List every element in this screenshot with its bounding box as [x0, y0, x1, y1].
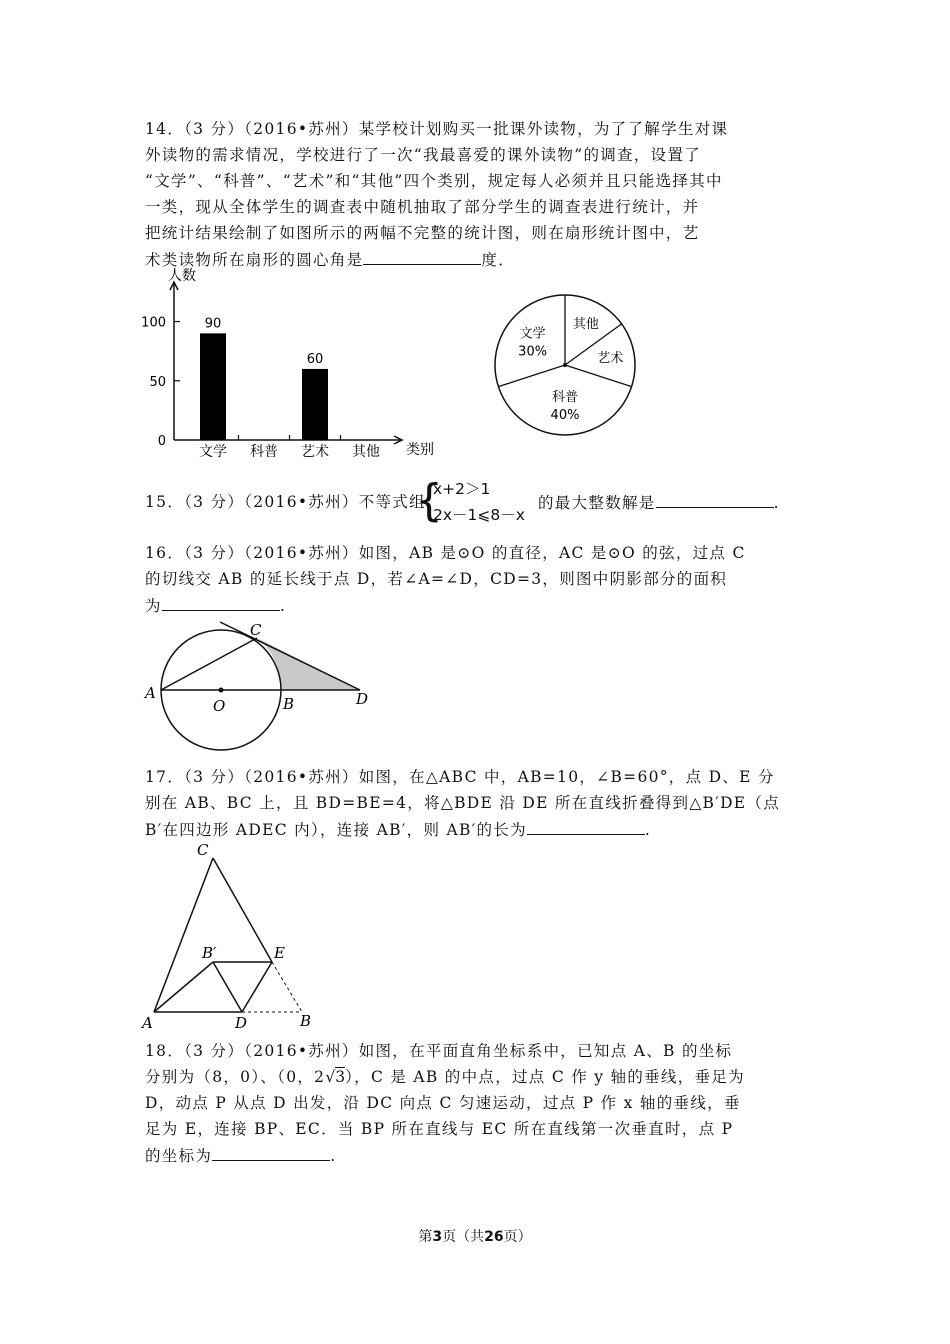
pie-chart	[485, 285, 645, 445]
slice-label: 科普	[551, 390, 579, 405]
figure-17	[140, 840, 330, 1030]
center-dot	[219, 688, 224, 693]
q17-line: 17．（3 分）（2016•苏州）如图，在△ABC 中，AB=10，∠B=60°，点 D、E 分	[145, 768, 775, 786]
q18-line2-suffix: ），C 是 AB 的中点，过点 C 作 y 轴的垂线，垂足为	[345, 1068, 745, 1086]
footer-mid: 页（共	[442, 1229, 485, 1245]
label-b: B	[283, 695, 295, 713]
label-c: C	[197, 841, 209, 859]
side-ce	[213, 858, 272, 962]
q15-inequality-1: x+2＞1	[433, 480, 491, 498]
bar-chart	[140, 268, 450, 468]
pie-center-dot	[563, 363, 567, 367]
sqrt-radicand: 3	[335, 1068, 346, 1086]
q18-line: 足为 E，连接 BP、EC．当 BP 所在直线与 EC 所在直线第一次垂直时，点 P	[145, 1120, 734, 1138]
answer-blank-17[interactable]	[527, 816, 645, 835]
seg-de	[242, 962, 272, 1012]
q15-inequality-2: 2x－1⩽8－x	[433, 506, 525, 524]
q14-line: 把统计结果绘制了如图所示的两幅不完整的统计图，则在扇形统计图中，艺	[145, 224, 700, 242]
figure-16	[140, 618, 380, 758]
label-e: E	[274, 944, 285, 962]
x-axis-label: 类别	[406, 442, 434, 458]
q14-last-prefix: 术类读物所在扇形的圆心角是	[145, 251, 364, 269]
slice-label: 其他	[572, 317, 599, 333]
q17-end: .	[644, 821, 652, 839]
footer-pre: 第	[418, 1229, 433, 1245]
footer-page-number: 3	[432, 1229, 443, 1245]
chord-ac	[161, 638, 257, 690]
question-18	[145, 1038, 805, 1169]
q18-line2-prefix: 分别为（8，0）、（0，2	[145, 1068, 326, 1086]
q18-last-prefix: 的坐标为	[145, 1147, 213, 1165]
q15-suffix	[538, 489, 780, 516]
y-tick-label: 50	[149, 374, 166, 390]
q14-line: 14．（3 分）（2016•苏州）某学校计划购买一批课外读物，为了了解学生对课	[145, 120, 729, 138]
q14-line: 外读物的需求情况，学校进行了一次“我最喜爱的课外读物”的调查，设置了	[145, 146, 702, 164]
side-ac	[154, 858, 213, 1012]
q18-line: D，动点 P 从点 D 出发，沿 DC 向点 C 匀速运动，过点 P 作 x 轴的垂线，垂	[145, 1094, 741, 1112]
bar-value-label: 60	[306, 351, 324, 367]
label-b-prime: B′	[202, 944, 217, 962]
x-tick-label: 科普	[250, 444, 278, 460]
question-16	[145, 540, 805, 619]
q15-end: .	[773, 494, 780, 512]
bar	[200, 333, 226, 440]
q17-last-prefix: B′在四边形 ADEC 内），连接 AB′，则 AB′的长为	[145, 821, 527, 839]
label-o: O	[213, 697, 226, 715]
q16-last-prefix: 为	[145, 597, 162, 615]
answer-blank-14[interactable]	[363, 246, 481, 265]
q18-line	[145, 1064, 805, 1090]
slice-label: 文学	[519, 326, 546, 342]
x-tick-label: 其他	[352, 444, 380, 460]
q17-line: 别在 AB、BC 上，且 BD=BE=4，将△BDE 沿 DE 所在直线折叠得到△B′DE（点	[145, 794, 781, 812]
question-14	[145, 116, 805, 273]
slice-pct-label: 40%	[550, 408, 580, 423]
seg-b1d	[213, 962, 242, 1012]
q18-line: 18．（3 分）（2016•苏州）如图，在平面直角坐标系中，已知点 A、B 的坐标	[145, 1042, 733, 1060]
q17-line	[145, 816, 805, 843]
bar	[302, 369, 328, 440]
label-c: C	[250, 621, 262, 639]
footer-total-pages: 26	[484, 1229, 504, 1245]
slice-pct-label: 30%	[518, 344, 548, 360]
question-15	[145, 475, 805, 534]
q15-suffix-text: 的最大整数解是	[538, 494, 656, 512]
label-a: A	[145, 684, 156, 702]
bar-value-label: 90	[204, 316, 222, 332]
dashed-eb	[272, 962, 302, 1012]
y-tick-label: 0	[157, 434, 166, 449]
q14-last-suffix: 度．	[481, 251, 516, 269]
brace-icon: {	[415, 475, 445, 526]
x-tick-label: 文学	[199, 444, 227, 460]
label-b: B	[300, 1012, 312, 1030]
q16-line: 的切线交 AB 的延长线于点 D，若∠A=∠D，CD=3，则图中阴影部分的面积	[145, 570, 728, 588]
label-d: D	[356, 690, 369, 708]
x-tick-label: 艺术	[301, 444, 329, 460]
answer-blank-16[interactable]	[162, 592, 280, 611]
label-d: D	[235, 1014, 248, 1030]
page-footer	[0, 1226, 950, 1246]
q14-line: 一类，现从全体学生的调查表中随机抽取了部分学生的调查表进行统计，并	[145, 198, 700, 216]
question-17	[145, 764, 805, 843]
q18-line	[145, 1142, 805, 1169]
q16-line: 16．（3 分）（2016•苏州）如图，AB 是⊙O 的直径，AC 是⊙O 的弦，过点 C	[145, 544, 746, 562]
slice-label: 艺术	[597, 350, 624, 366]
q18-end: .	[330, 1147, 337, 1165]
y-axis-label: 人数	[168, 268, 196, 284]
y-tick-label: 100	[141, 315, 166, 331]
footer-post: 页）	[503, 1229, 532, 1245]
q16-end: .	[279, 597, 287, 615]
q16-line	[145, 592, 805, 619]
q15-prefix: 15．（3 分）（2016•苏州）不等式组	[145, 493, 426, 511]
sqrt-icon: √	[325, 1068, 336, 1086]
label-a: A	[142, 1014, 153, 1030]
q14-line: “文学”、“科普”、“艺术”和“其他”四个类别，规定每人必须并且只能选择其中	[145, 172, 723, 190]
answer-blank-15[interactable]	[656, 489, 774, 508]
answer-blank-18[interactable]	[212, 1142, 330, 1161]
